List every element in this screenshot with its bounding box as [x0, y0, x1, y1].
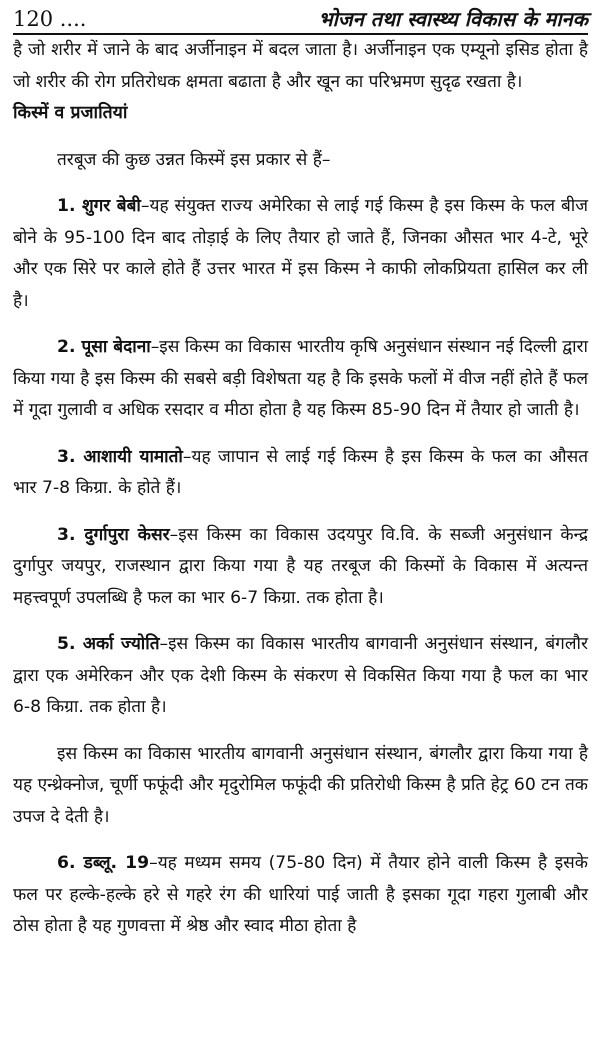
running-title: भोजन तथा स्वास्थ्य विकास के मानक [318, 7, 588, 31]
variety-paragraph [13, 442, 588, 505]
spacer [13, 724, 588, 739]
variety-label: 1. शुगर बेबी [57, 196, 141, 216]
variety-text: –इस किस्म का विकास उदयपुर वि.वि. के सब्जी अनुसंधान केन्द्र दुर्गापुर जयपुर, राजस्थान द्वारा किया गया है यह तरबूज की किस्मों के विकास में अत्यन्त महत्त्वपूर्ण उपलब्धि है फल का भार 6-7 किग्रा. तक होता है। [13, 524, 588, 608]
variety-paragraph [13, 520, 588, 615]
page-number: 120 .... [13, 7, 87, 31]
variety-label: 6. डब्लू. 19 [57, 853, 150, 873]
variety-label: 5. अर्का ज्योति [57, 634, 160, 654]
section-heading: किस्में व प्रजातियां [13, 103, 128, 123]
variety-paragraph [13, 332, 588, 427]
intro-paragraph: है जो शरीर में जाने के बाद अर्जीनाइन में बदल जाता है। अर्जीनाइन एक एम्यूनो इसिड होता है जो शरीर की रोग प्रतिरोधक क्षमता बढाता है और खून का परिभ्रमण सुदृढ रखता है। [13, 40, 588, 92]
variety-text: –यह मध्यम समय (75-80 दिन) में तैयार होने वाली किस्म है इसके फल पर हल्के-हल्के हरे से गहरे रंग की धारियां पाई जाती है इसका गूदा गहरा गुलाबी और ठोस होता है यह गुणवत्ता में श्रेष्ठ और स्वाद मीठा होता है [13, 853, 588, 936]
variety-paragraph [13, 848, 588, 943]
variety-label: 3. आशायी यामातो [57, 446, 183, 467]
note-paragraph: इस किस्म का विकास भारतीय बागवानी अनुसंधान संस्थान, बंगलौर द्वारा किया गया है यह एन्थ्रेक्नोज, चूर्णी फफूंदी और मृदुरोमिल फफूंदी की प्रतिरोधी किस्म है प्रति हेट्र 60 टन तक उपज दे देती है। [13, 743, 588, 827]
spacer [13, 505, 588, 520]
variety-text: –इस किस्म का विकास भारतीय बागवानी अनुसंधान संस्थान, बंगलौर द्वारा एक अमेरिकन और एक देशी किस्म के संकरण से विकसित किया गया है फल का भार 6-8 किग्रा. तक होता है। [13, 634, 588, 717]
variety-paragraph [13, 629, 588, 724]
variety-label: 2. पूसा बेदाना [57, 337, 151, 357]
spacer [13, 130, 588, 145]
spacer [13, 614, 588, 629]
spacer [13, 317, 588, 332]
variety-paragraph [13, 191, 588, 317]
page-body [13, 35, 588, 943]
spacer [13, 833, 588, 848]
variety-text: –इस किस्म का विकास भारतीय कृषि अनुसंधान संस्थान नई दिल्ली द्वारा किया गया है इस किस्म की सबसे बड़ी विशेषता यह है कि इसके फलों में वीज नहीं होते हैं फल में गूदा गुलावी व अधिक रसदार व मीठा होता है यह किस्म 85-90 दिन में तैयार हो जाती है। [13, 337, 589, 420]
spacer [13, 176, 588, 191]
variety-label: 3. दुर्गापुरा केसर [57, 524, 170, 545]
section-intro: तरबूज की कुछ उन्नत किस्में इस प्रकार से हैं– [57, 149, 331, 170]
variety-text: –यह जापान से लाई गई किस्म है इस किस्म के फल का औसत भार 7-8 किग्रा. के होते हैं। [13, 446, 588, 498]
page-header [13, 0, 588, 30]
spacer [13, 427, 588, 442]
variety-text: –यह संयुक्त राज्य अमेरिका से लाई गई किस्म है इस किस्म के फल बीज बोने के 95-100 दिन बाद तोड़ाई के लिए तैयार हो जाते हैं, जिनका औसत भार 4-टे, भूरे और एक सिरे पर काले होते हैं उत्तर भारत में इस किस्म ने काफी लोकप्रियता हासिल कर ली है। [13, 196, 589, 311]
